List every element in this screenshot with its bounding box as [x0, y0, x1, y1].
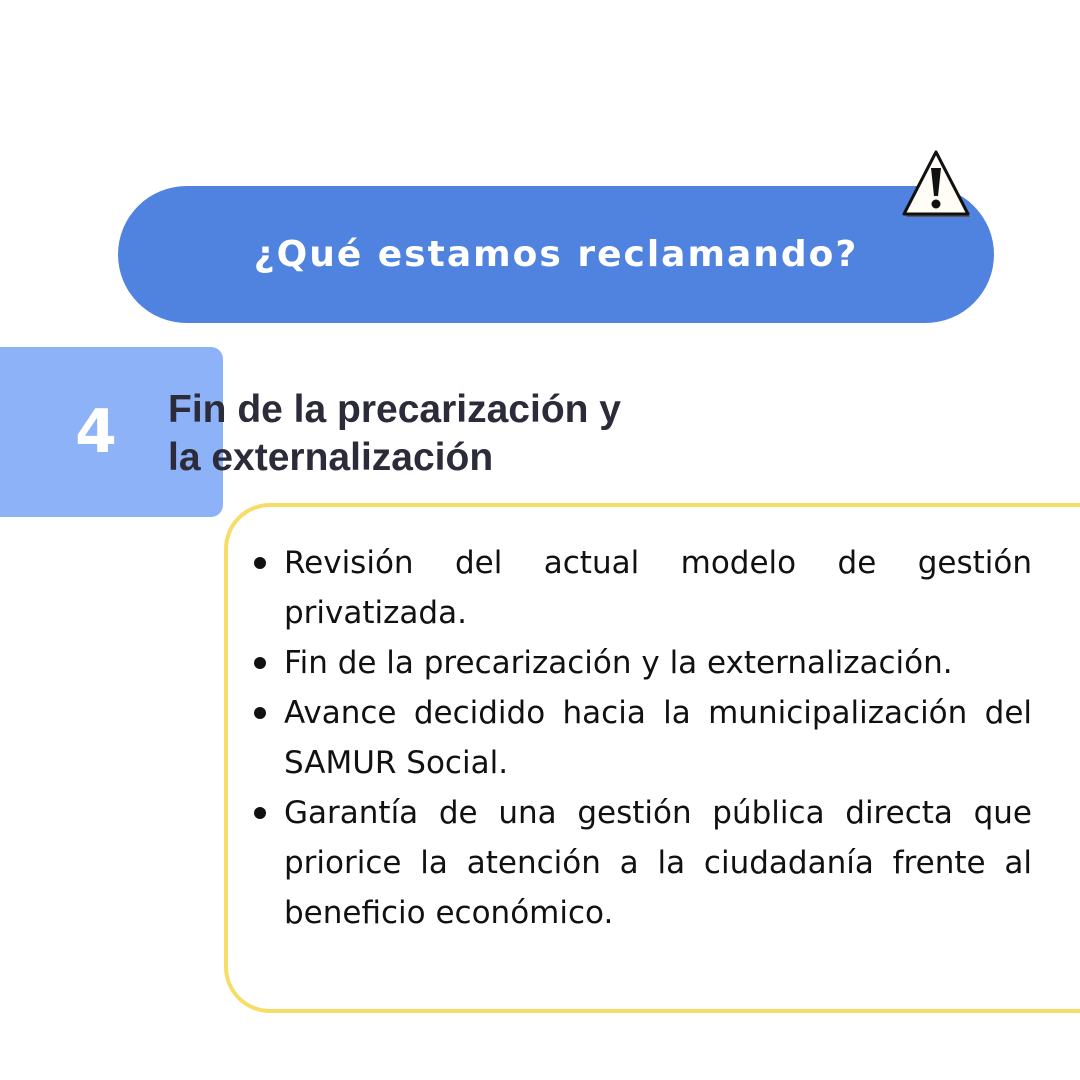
section-heading	[168, 386, 788, 482]
list-item-text: Fin de la precarización y la externalización.	[284, 645, 953, 681]
header-title: ¿Qué estamos reclamando?	[253, 234, 859, 275]
header-banner	[118, 186, 994, 323]
list-item	[248, 638, 1032, 688]
list-item-text: Revisión del actual modelo de gestión privatizada.	[284, 545, 1032, 631]
warning-icon	[900, 148, 972, 220]
demands-list	[248, 538, 1032, 938]
bullet-icon	[254, 557, 266, 569]
bullet-icon	[254, 807, 266, 819]
list-item-text: Garantía de una gestión pública directa que priorice la atención a la ciudadanía frente al beneficio económico.	[284, 795, 1032, 931]
section-number: 4	[75, 397, 117, 467]
list-item	[248, 788, 1032, 938]
list-item	[248, 538, 1032, 638]
list-item-text: Avance decidido hacia la municipalización del SAMUR Social.	[284, 695, 1032, 781]
bullet-icon	[254, 707, 266, 719]
list-item	[248, 688, 1032, 788]
section-heading-line-1: Fin de la precarización y	[168, 388, 621, 431]
section-heading-line-2: la externalización	[168, 436, 494, 479]
bullet-icon	[254, 657, 266, 669]
